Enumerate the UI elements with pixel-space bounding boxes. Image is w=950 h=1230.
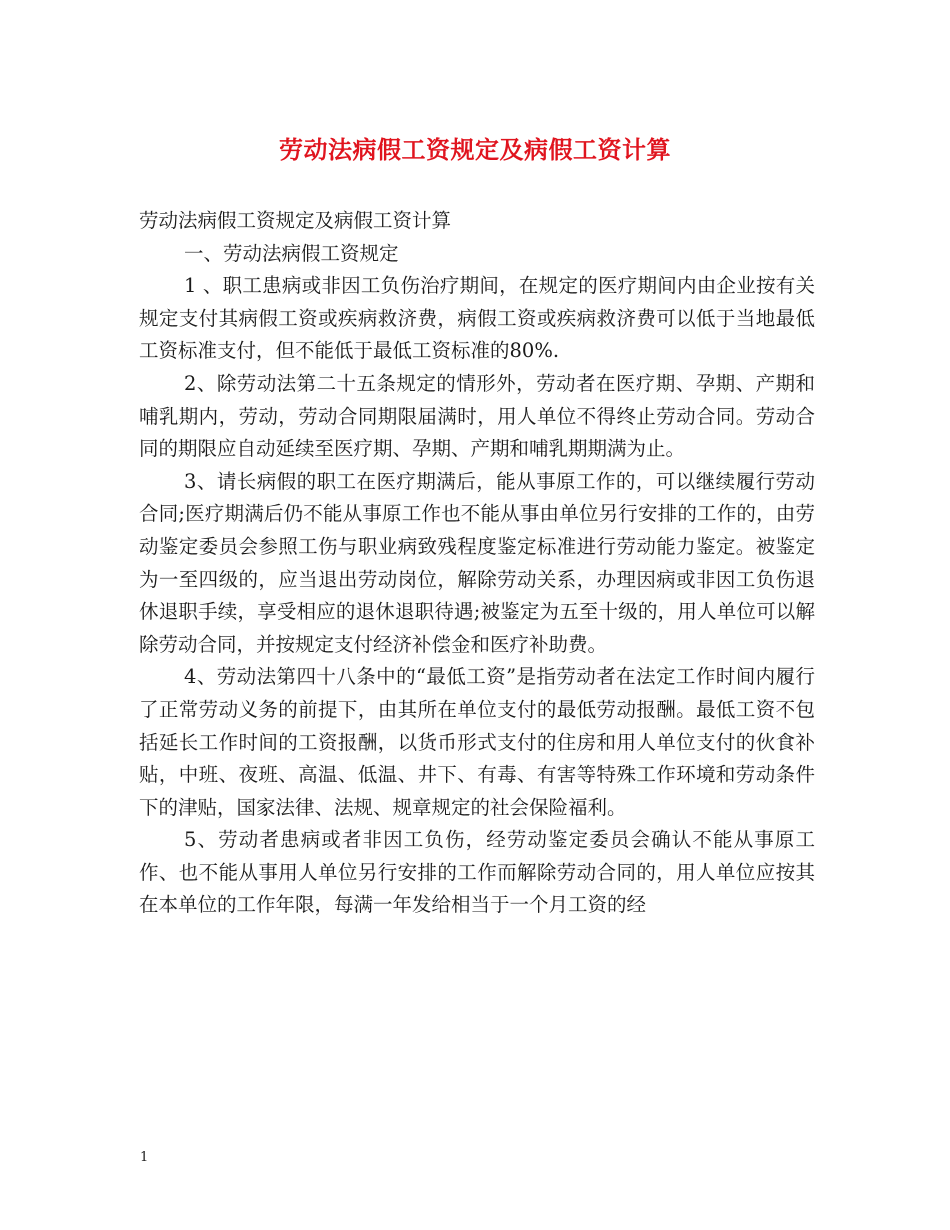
page-number: 1 (140, 1150, 149, 1165)
document-body (139, 205, 815, 922)
document-title: 劳动法病假工资规定及病假工资计算 (279, 135, 671, 164)
paragraph-4: 4、劳动法第四十八条中的“最低工资”是指劳动者在法定工作时间内履行了正常劳动义务的前提下，由其所在单位支付的最低劳动报酬。最低工资不包括延长工作时间的工资报酬，以货币形式支付的住房和用人单位支付的伙食补贴，中班、夜班、高温、低温、井下、有毒、有害等特殊工作环境和劳动条件下的津贴，国家法律、法规、规章规定的社会保险福利。 (139, 665, 815, 819)
paragraph-3: 3、请长病假的职工在医疗期满后，能从事原工作的，可以继续履行劳动合同;医疗期满后仍不能从事原工作也不能从事由单位另行安排的工作的，由劳动鉴定委员会参照工伤与职业病致残程度鉴定标准进行劳动能力鉴定。被鉴定为一至四级的，应当退出劳动岗位，解除劳动关系，办理因病或非因工负伤退休退职手续，享受相应的退休退职待遇;被鉴定为五至十级的，用人单位可以解除劳动合同，并按规定支付经济补偿金和医疗补助费。 (139, 469, 815, 656)
paragraph-1: 1 、职工患病或非因工负伤治疗期间，在规定的医疗期间内由企业按有关规定支付其病假工资或疾病救济费，病假工资或疾病救济费可以低于当地最低工资标准支付，但不能低于最低工资标准的80%. (139, 274, 815, 363)
paragraph-2: 2、除劳动法第二十五条规定的情形外，劳动者在医疗期、孕期、产期和哺乳期内，劳动，劳动合同期限届满时，用人单位不得终止劳动合同。劳动合同的期限应自动延续至医疗期、孕期、产期和哺乳期期满为止。 (139, 371, 815, 461)
paragraph-5: 5、劳动者患病或者非因工负伤，经劳动鉴定委员会确认不能从事原工作、也不能从事用人单位另行安排的工作而解除劳动合同的，用人单位应按其在本单位的工作年限，每满一年发给相当于一个月工资的经 (139, 828, 815, 917)
section-heading: 一、劳动法病假工资规定 (184, 241, 399, 265)
document-subtitle: 劳动法病假工资规定及病假工资计算 (139, 209, 452, 232)
